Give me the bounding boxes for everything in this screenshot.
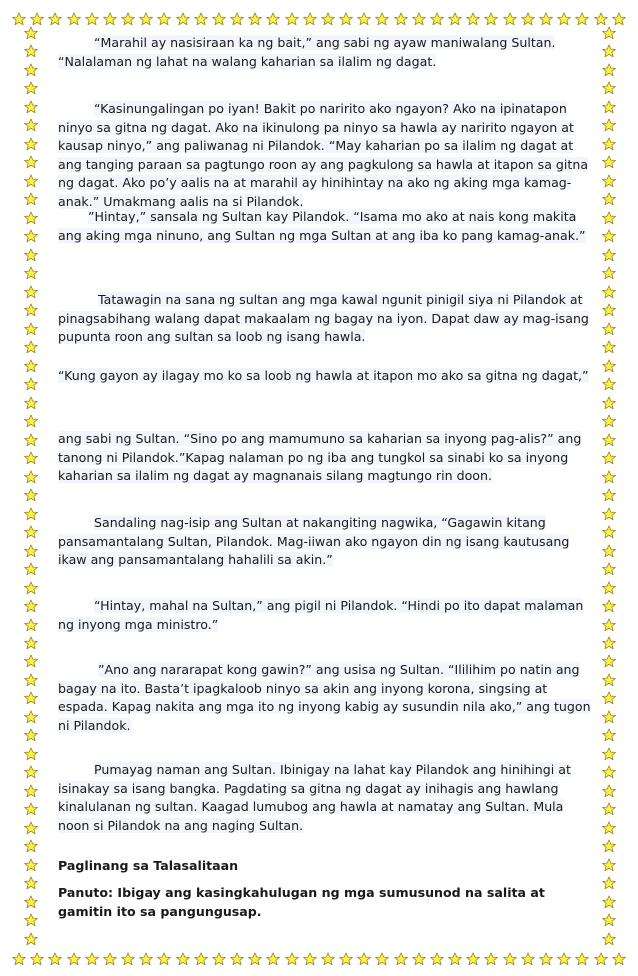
star-icon [248,12,262,26]
star-icon [157,12,171,26]
star-icon [230,952,244,966]
document-body [58,34,592,938]
star-icon [24,396,38,410]
paragraph-7-text: Sandaling nag-isip ang Sultan at nakangiting nagwika, “Gagawin kitang pansamantalang Sultan, Pilandok. Mag-iiwan ako ngayon din ng isang kautusang ikaw ang pansamantalang hahalili sa akin.” [58,515,570,567]
star-icon [602,174,616,188]
star-icon [285,12,299,26]
star-icon [176,952,190,966]
star-icon [602,229,616,243]
paragraph-2-text: “Kasinungalingan po iyan! Bakit po naririto ako ngayon? Ako na ipinatapon ninyo sa gitna ng dagat. Ako na ikinulong pa ninyo sa hawla ay naririto ngayon at kausap ninyo,” ang paliwanag ni Pilandok. “May kaharian po sa ilalim ng dagat at ang tanging paraan sa pagtungo roon ay ang pagkulong sa hawla at itapon sa gitna ng dagat. Ako po’y aalis na at marahil ay hinihintay na ako ng aking mga kamag-anak.” Umakmang aalis na si Pilandok. [58,101,589,209]
star-icon [602,784,616,798]
star-icon [103,952,117,966]
star-icon [24,544,38,558]
star-icon [557,12,571,26]
paragraph-9-text: ”Ano ang nararapat kong gawin?” ang usisa ng Sultan. “Ililihim po natin ang bagay na ito. Basta’t ipagkaloob ninyo sa akin ang inyong korona, singsing at espada. Kapag nakita ang mga ito ng inyong kabig ay susundin nila ako,” ang tugon ni Pilandok. [58,662,591,733]
star-icon [430,12,444,26]
star-icon [602,340,616,354]
star-icon [12,12,26,26]
star-icon [24,525,38,539]
star-icon [602,728,616,742]
star-icon [602,44,616,58]
star-icon [85,12,99,26]
paragraph-4 [58,291,592,347]
paragraph-3 [58,208,592,245]
star-icon [602,654,616,668]
star-icon [30,952,44,966]
star-icon [24,636,38,650]
star-icon [557,952,571,966]
star-icon [266,952,280,966]
star-icon [602,396,616,410]
star-icon [412,12,426,26]
star-icon [394,952,408,966]
star-icon [67,12,81,26]
star-icon [24,895,38,909]
star-icon [602,802,616,816]
star-icon [24,839,38,853]
star-icon [67,952,81,966]
paragraph-5 [58,367,592,386]
star-icon [176,12,190,26]
star-icon [602,932,616,946]
star-icon [602,285,616,299]
star-icon [602,266,616,280]
star-icon [24,618,38,632]
star-icon [602,913,616,927]
star-icon [194,12,208,26]
star-icon [48,952,62,966]
star-icon [339,952,353,966]
star-icon [24,359,38,373]
star-icon [448,12,462,26]
star-icon [24,340,38,354]
star-icon [539,12,553,26]
paragraph-10-text: Pumayag naman ang Sultan. Ibinigay na lahat kay Pilandok ang hinihingi at isinakay sa isang bangka. Pagdating sa gitna ng dagat ay inihagis ang hawlang kinalulanan ng sultan. Kaagad lumubog ang hawla at namatay ang Sultan. Mula noon si Pilandok na ang naging Sultan. [58,762,571,833]
star-icon [602,765,616,779]
star-icon [602,118,616,132]
star-icon [466,12,480,26]
star-icon [484,12,498,26]
star-icon [157,952,171,966]
star-icon [602,895,616,909]
star-icon [24,211,38,225]
star-icon [602,507,616,521]
star-icon [303,12,317,26]
paragraph-6-text: ang sabi ng Sultan. “Sino po ang mamumuno sa kaharian sa inyong pag-alis?” ang tanong ni Pilandok.”Kapag nalaman po ng iba ang tungkol sa sinabi ko sa inyong kaharian sa ilalim ng dagat ay magnanais silang magtungo rin doon. [58,431,582,483]
star-icon [575,12,589,26]
star-icon [602,433,616,447]
star-icon [24,377,38,391]
star-icon [103,12,117,26]
star-icon [503,952,517,966]
instructions-text: Panuto: Ibigay ang kasingkahulugan ng mga sumusunod na salita at gamitin ito sa pangungusap. [58,885,545,919]
star-icon [602,636,616,650]
star-icon [24,858,38,872]
star-icon [24,414,38,428]
star-icon [24,303,38,317]
star-icon [521,952,535,966]
star-icon [30,12,44,26]
star-icon [24,673,38,687]
star-icon [24,322,38,336]
paragraph-3-text: ”Hintay,” sansala ng Sultan kay Pilandok. “Isama mo ako at nais kong makita ang aking mga ninuno, ang Sultan ng mga Sultan at ang iba ko pang kamag-anak.” [58,209,586,243]
star-icon [24,802,38,816]
star-icon [466,952,480,966]
paragraph-8-text: “Hintay, mahal na Sultan,” ang pigil ni Pilandok. “Hindi po ito dapat malaman ng inyong mga ministro.” [58,598,584,632]
star-icon [448,952,462,966]
star-icon [24,137,38,151]
star-icon [24,710,38,724]
star-icon [602,303,616,317]
star-icon [602,691,616,705]
star-icon [24,44,38,58]
star-icon [602,581,616,595]
star-icon [24,913,38,927]
star-icon [24,100,38,114]
star-icon [602,821,616,835]
star-icon [430,952,444,966]
paragraph-2 [58,100,592,211]
star-icon [602,839,616,853]
star-icon [194,952,208,966]
star-icon [602,673,616,687]
star-icon [85,952,99,966]
star-icon [266,12,280,26]
star-icon [24,451,38,465]
border-left [18,26,44,946]
star-icon [24,285,38,299]
border-right [596,26,622,946]
star-icon [24,81,38,95]
star-icon [24,118,38,132]
star-icon [24,654,38,668]
paragraph-6 [58,430,592,486]
star-icon [24,581,38,595]
paragraph-5-text: “Kung gayon ay ilagay mo ko sa loob ng hawla at itapon mo ako sa gitna ng dagat,” [58,368,589,383]
star-icon [303,952,317,966]
star-icon [602,618,616,632]
border-bottom [12,946,626,972]
star-icon [24,63,38,77]
star-icon [612,952,626,966]
star-icon [24,433,38,447]
star-icon [24,507,38,521]
star-icon [48,12,62,26]
star-icon [575,952,589,966]
border-top [12,6,626,32]
star-icon [24,599,38,613]
star-icon [285,952,299,966]
star-icon [539,952,553,966]
paragraph-10 [58,761,592,835]
star-icon [412,952,426,966]
star-icon [602,359,616,373]
paragraph-8 [58,597,592,634]
star-icon [602,81,616,95]
star-icon [602,858,616,872]
star-icon [602,470,616,484]
star-icon [602,155,616,169]
star-icon [139,952,153,966]
star-icon [139,12,153,26]
star-icon [24,691,38,705]
star-icon [602,248,616,262]
star-icon [24,876,38,890]
section-heading-text: Paglinang sa Talasalitaan [58,858,239,873]
star-icon [121,952,135,966]
star-icon [24,728,38,742]
star-icon [602,525,616,539]
star-icon [357,952,371,966]
star-icon [24,747,38,761]
star-icon [24,26,38,40]
star-icon [602,192,616,206]
star-icon [602,876,616,890]
star-icon [602,26,616,40]
star-icon [230,12,244,26]
star-icon [212,952,226,966]
star-icon [339,12,353,26]
star-icon [24,932,38,946]
star-icon [24,488,38,502]
star-icon [594,952,608,966]
star-icon [212,12,226,26]
star-icon [602,599,616,613]
star-icon [602,544,616,558]
star-icon [121,12,135,26]
star-icon [321,952,335,966]
paragraph-7 [58,514,592,570]
star-icon [602,322,616,336]
paragraph-9 [58,661,592,735]
star-icon [602,747,616,761]
star-icon [248,952,262,966]
star-icon [24,266,38,280]
star-icon [602,63,616,77]
star-icon [375,952,389,966]
star-icon [321,12,335,26]
star-icon [602,488,616,502]
star-icon [24,248,38,262]
star-icon [24,784,38,798]
section-heading [58,857,592,876]
star-icon [24,470,38,484]
paragraph-4-text: Tatawagin na sana ng sultan ang mga kawal ngunit pinigil siya ni Pilandok at pinagsabihang walang dapat makaalam ng bagay na iyon. Dapat daw ay mag-isang pupunta roon ang sultan sa loob ng isang hawla. [58,292,589,344]
star-icon [24,562,38,576]
star-icon [24,229,38,243]
star-icon [612,12,626,26]
star-icon [521,12,535,26]
paragraph-1 [58,34,592,71]
star-icon [594,12,608,26]
paragraph-1-text: “Marahil ay nasisiraan ka ng bait,” ang sabi ng ayaw maniwalang Sultan. “Nalalaman ng lahat na walang kaharian sa ilalim ng dagat. [58,35,556,69]
star-icon [602,377,616,391]
instructions [58,884,592,921]
star-icon [24,765,38,779]
star-icon [602,451,616,465]
star-icon [24,821,38,835]
star-icon [357,12,371,26]
star-icon [24,192,38,206]
star-icon [602,414,616,428]
star-icon [602,211,616,225]
star-icon [24,155,38,169]
star-icon [484,952,498,966]
star-icon [602,562,616,576]
star-icon [24,174,38,188]
star-icon [394,12,408,26]
star-icon [602,100,616,114]
star-icon [375,12,389,26]
star-icon [12,952,26,966]
star-icon [602,710,616,724]
star-icon [503,12,517,26]
star-icon [602,137,616,151]
